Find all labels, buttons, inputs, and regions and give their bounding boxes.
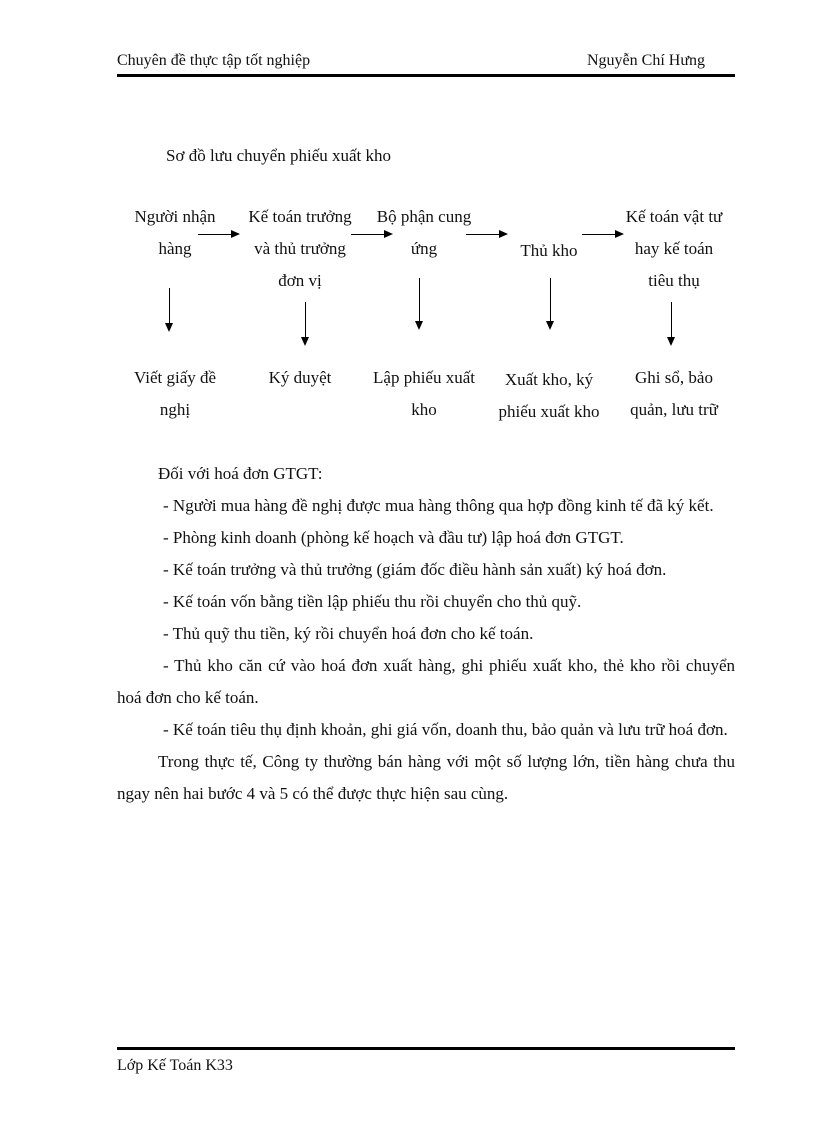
body-intro: Đối với hoá đơn GTGT: — [158, 464, 323, 483]
node-line: và thủ trưởng — [254, 239, 346, 258]
header-author: Nguyễn Chí Hưng — [587, 52, 705, 69]
flow-arrow-3 — [466, 234, 506, 235]
down-arrow-2 — [305, 302, 306, 344]
node-line: phiếu xuất kho — [498, 402, 600, 421]
node-lap-phieu-xuat-kho — [362, 362, 486, 426]
footer-rule — [117, 1047, 735, 1050]
page-footer: Lớp Kế Toán K33 — [117, 1057, 233, 1074]
node-line: kho — [411, 400, 437, 419]
node-line: Viết giấy đề — [133, 368, 217, 387]
diagram-title: Sơ đồ lưu chuyển phiếu xuất kho — [166, 146, 392, 165]
node-line: Kế toán vật tư — [625, 207, 723, 226]
body-closing: Trong thực tế, Công ty thường bán hàng với một số lượng lớn, tiền hàng chưa thu ngay nên hai bước 4 và 5 có thể được thực hiện sau cùng. — [117, 752, 735, 803]
flow-arrow-2 — [351, 234, 391, 235]
body-item: - Kế toán trưởng và thủ trưởng (giám đốc điều hành sản xuất) ký hoá đơn. — [163, 560, 667, 579]
body-item: - Thủ kho căn cứ vào hoá đơn xuất hàng, ghi phiếu xuất kho, thẻ kho rồi chuyển hoá đơn cho kế toán. — [117, 656, 735, 707]
page-header — [117, 52, 735, 74]
node-line: Ghi sổ, bảo — [635, 368, 713, 387]
node-line: Lập phiếu xuất — [373, 368, 475, 387]
body-item: - Kế toán vốn bằng tiền lập phiếu thu rồi chuyển cho thủ quỹ. — [163, 592, 582, 611]
node-ghi-so-bao-quan — [616, 362, 732, 426]
down-arrow-4 — [550, 278, 551, 328]
body-item: - Người mua hàng đề nghị được mua hàng thông qua hợp đồng kinh tế đã ký kết. — [163, 496, 714, 515]
node-line: tiêu thụ — [648, 271, 700, 290]
node-line: hay kế toán — [634, 239, 714, 258]
node-thu-kho — [503, 235, 595, 267]
down-arrow-5 — [671, 302, 672, 344]
body-item: - Thủ quỹ thu tiền, ký rồi chuyển hoá đơn cho kế toán. — [163, 624, 534, 643]
down-arrow-3 — [419, 278, 420, 328]
node-line: hàng — [158, 239, 192, 258]
body-text — [117, 458, 735, 810]
node-line: Người nhận — [134, 207, 216, 226]
node-line: ứng — [410, 239, 438, 258]
node-line: Bộ phận cung — [376, 207, 472, 226]
node-ke-toan-truong — [238, 201, 362, 297]
flow-arrow-1 — [198, 234, 238, 235]
node-line: Xuất kho, ký — [504, 370, 594, 389]
node-line: Ký duyệt — [268, 368, 332, 387]
header-title: Chuyên đề thực tập tốt nghiệp — [117, 52, 311, 69]
node-line: đơn vị — [278, 271, 322, 290]
header-rule — [117, 74, 735, 77]
down-arrow-1 — [169, 288, 170, 330]
node-line: Thủ kho — [520, 241, 578, 260]
node-nguoi-nhan-hang — [120, 201, 230, 265]
body-item: - Phòng kinh doanh (phòng kế hoạch và đầu tư) lập hoá đơn GTGT. — [163, 528, 624, 547]
node-line: quản, lưu trữ — [630, 400, 718, 419]
node-viet-giay-de-nghi — [118, 362, 232, 426]
node-xuat-kho-ky-phieu — [486, 364, 612, 428]
node-line: nghị — [159, 400, 191, 419]
flow-arrow-4 — [582, 234, 622, 235]
node-ke-toan-vat-tu — [615, 201, 733, 297]
body-item: - Kế toán tiêu thụ định khoản, ghi giá vốn, doanh thu, bảo quản và lưu trữ hoá đơn. — [163, 720, 728, 739]
node-ky-duyet — [250, 362, 350, 394]
node-line: Kế toán trưởng — [248, 207, 352, 226]
